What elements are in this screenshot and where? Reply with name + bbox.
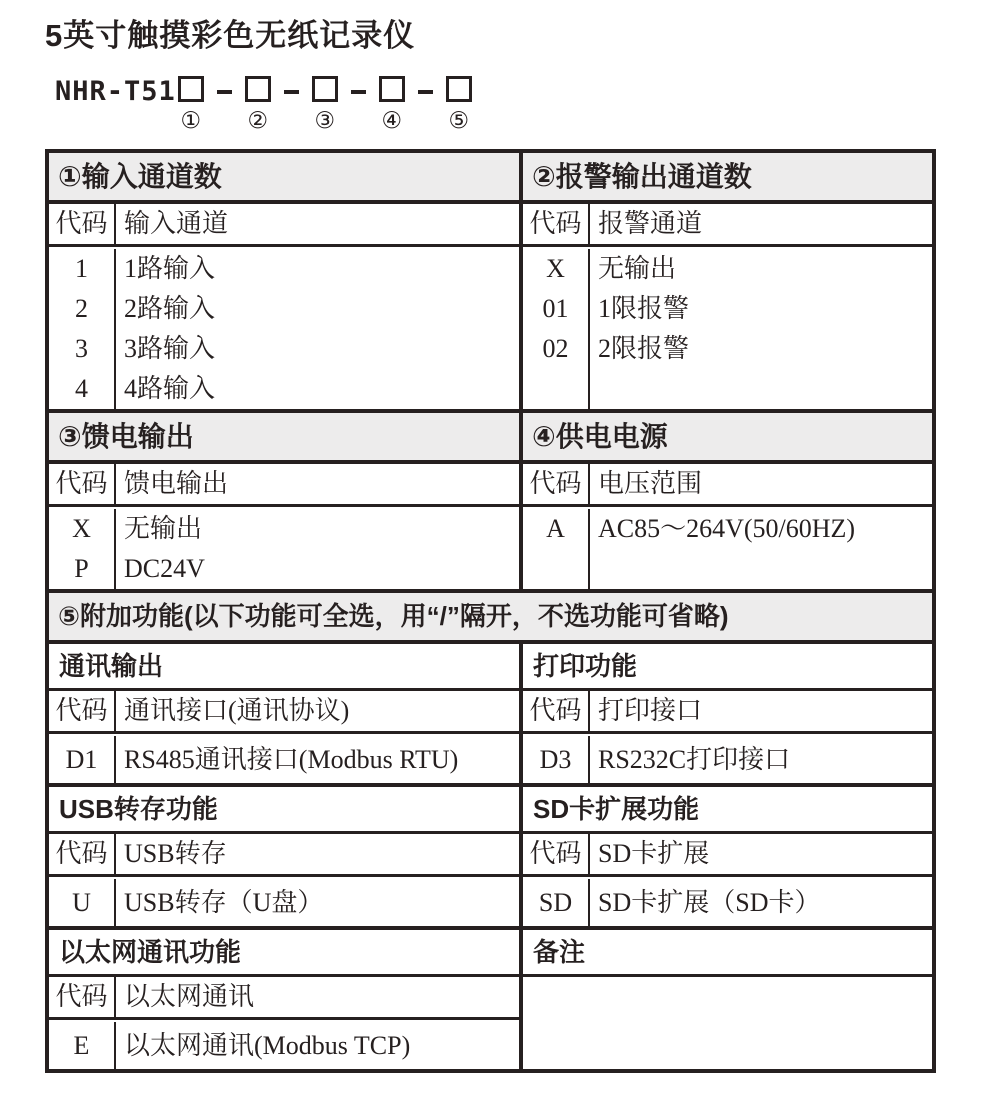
column-header-row [49,834,519,877]
code-cell-column [49,879,116,926]
column-header-row [523,464,932,507]
label-cell: DC24V [124,554,205,583]
label-cell: USB转存（U盘） [124,888,324,917]
label-cell: 无输出 [124,514,203,543]
section5-row-comm-print [49,644,932,787]
column-header-row [523,204,932,247]
slot-number-1: ① [180,108,202,134]
dash-separator [284,90,299,94]
label-cell: 以太网通讯(Modbus TCP) [124,1031,411,1060]
code-cell: X [72,514,91,543]
dash-separator [217,90,232,94]
model-box-5 [446,76,472,102]
subsection-remark [523,930,932,1069]
column-header-row [49,977,519,1020]
spec-table [45,149,936,1073]
label-cell-column [116,736,519,783]
code-cell: SD [538,888,573,917]
label-header-cell: 打印接口 [598,696,703,725]
model-box-2 [245,76,271,102]
label-header-cell: 通讯接口(通讯协议) [124,696,350,725]
code-cell: 3 [75,334,88,363]
code-cell: 2 [75,294,88,323]
section5-row-ethernet-remark [49,930,932,1069]
code-cell-column [49,736,116,783]
comm-output-header: 通讯输出 [49,644,519,691]
section-power-supply [523,413,932,589]
section-feed-output [49,413,523,589]
model-slot-3 [312,76,338,134]
subsection-print-function [523,644,932,783]
code-cell: P [74,554,89,583]
code-cell: 4 [75,374,88,403]
code-cell-column [523,879,590,926]
code-header-cell: 代码 [523,464,590,504]
label-cell-column [590,879,932,926]
subsection-ethernet [49,930,523,1069]
slot-number-4: ④ [381,108,403,134]
code-header-cell: 代码 [49,977,116,1017]
data-block [49,877,519,926]
model-slot-5 [446,76,472,134]
label-header-cell: 输入通道 [124,209,229,238]
label-cell: 4路输入 [124,374,216,403]
model-box-1 [178,76,204,102]
label-header-cell: SD卡扩展 [598,839,710,868]
data-block [523,877,932,926]
model-box-3 [312,76,338,102]
section4-header: ④供电电源 [523,413,932,464]
ethernet-header: 以太网通讯功能 [49,930,519,977]
code-cell-column [523,509,590,589]
code-cell: 1 [75,254,88,283]
model-box-4 [379,76,405,102]
label-cell: AC85～264V(50/60HZ) [598,514,856,543]
slot-number-2: ② [247,108,269,134]
section5-row-usb-sd [49,787,932,930]
code-cell: X [546,254,565,283]
label-cell: 无输出 [598,254,677,283]
code-cell: E [73,1031,90,1060]
code-cell-column [49,249,116,409]
label-cell: 1限报警 [598,294,690,323]
column-header-row [523,691,932,734]
code-header-cell: 代码 [523,691,590,731]
code-cell: D3 [539,745,572,774]
code-cell-column [523,736,590,783]
label-header-cell: 报警通道 [598,209,703,238]
label-cell: 2限报警 [598,334,690,363]
code-header-cell: 代码 [523,834,590,874]
model-prefix: NHR-T51 [55,76,176,107]
column-header-row [49,464,519,507]
column-header-row [49,204,519,247]
label-cell: 2路输入 [124,294,216,323]
model-slot-4 [379,76,405,134]
model-code [55,76,990,134]
label-header-cell: 以太网通讯 [124,982,255,1011]
code-cell-column [523,249,590,409]
code-header-cell: 代码 [49,834,116,874]
label-cell-column [116,509,519,589]
model-slot-2 [245,76,271,134]
data-block [49,1020,519,1069]
data-block [49,734,519,783]
column-header-row [49,691,519,734]
remark-empty-cell [523,977,932,1069]
section-alarm-outputs [523,153,932,409]
data-block [523,507,932,589]
dash-separator [351,90,366,94]
label-cell-column [116,1022,519,1069]
code-cell: A [546,514,565,543]
section-input-channels [49,153,523,409]
code-cell: D1 [65,745,98,774]
slot-number-3: ③ [314,108,336,134]
code-header-cell: 代码 [49,204,116,244]
dash-separator [418,90,433,94]
label-cell-column [590,509,932,589]
label-cell: 3路输入 [124,334,216,363]
section1-header: ①输入通道数 [49,153,519,204]
model-slot-1 [178,76,204,134]
column-header-row [523,834,932,877]
data-block [49,247,519,409]
label-cell: RS485通讯接口(Modbus RTU) [124,745,459,774]
section3-header: ③馈电输出 [49,413,519,464]
code-cell: 02 [542,334,569,363]
section-row-1-2 [49,153,932,413]
subsection-usb-transfer [49,787,523,926]
label-header-cell: 电压范围 [598,469,703,498]
label-cell: 1路输入 [124,254,216,283]
print-function-header: 打印功能 [523,644,932,691]
label-header-cell: 馈电输出 [124,469,229,498]
label-cell-column [590,249,932,409]
code-cell: 01 [542,294,569,323]
page-title: 5英寸触摸彩色无纸记录仪 [45,18,416,53]
data-block [523,734,932,783]
code-header-cell: 代码 [49,464,116,504]
slot-number-5: ⑤ [448,108,470,134]
sd-card-header: SD卡扩展功能 [523,787,932,834]
label-header-cell: USB转存 [124,839,227,868]
label-cell: RS232C打印接口 [598,745,791,774]
code-header-cell: 代码 [49,691,116,731]
subsection-comm-output [49,644,523,783]
label-cell-column [116,249,519,409]
data-block [523,247,932,409]
code-cell-column [49,509,116,589]
remark-header: 备注 [523,930,932,977]
usb-transfer-header: USB转存功能 [49,787,519,834]
label-cell-column [590,736,932,783]
code-cell-column [49,1022,116,1069]
subsection-sd-card [523,787,932,926]
data-block [49,507,519,589]
code-header-cell: 代码 [523,204,590,244]
section2-header: ②报警输出通道数 [523,153,932,204]
section-row-3-4 [49,413,932,593]
label-cell: SD卡扩展（SD卡） [598,888,821,917]
code-cell: U [72,888,91,917]
label-cell-column [116,879,519,926]
section5-header: ⑤附加功能(以下功能可全选，用“/”隔开，不选功能可省略) [49,593,932,644]
